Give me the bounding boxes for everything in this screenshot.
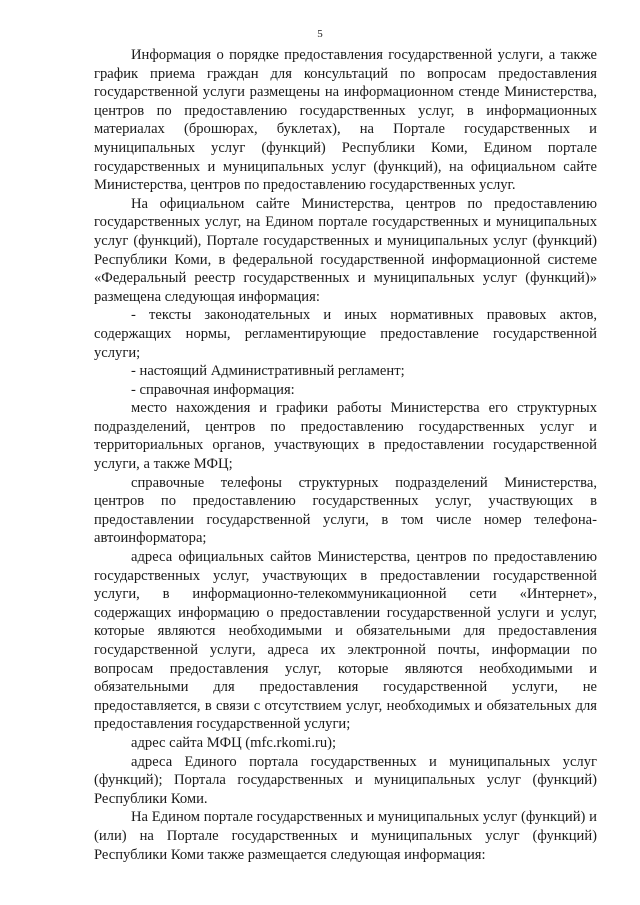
paragraph-mfc-site: адрес сайта МФЦ (mfc.rkomi.ru); — [131, 734, 337, 751]
paragraph-website-addresses: адреса официальных сайтов Министерства, центров по предоставлению государственных услуг, участвующих в предоставлении государственной услуги, в информационно-телекоммуникационной сети «Интернет», содержащих информацию о предоставлении государственной услуги и услуг, которые являются необходимыми и обязательными для предоставления государственной услуги, адреса их электронной почты, информации по вопросам предоставления услуг, которые являются необходимыми и обязательными для предоставления государственной услуги, не предоставляется, в связи с отсутствием услуг, необходимых и обязательных для предоставления государственной услуги; — [94, 549, 597, 733]
list-item-regulation: - настоящий Административный регламент; — [131, 363, 405, 380]
paragraph-locations: место нахождения и графики работы Министерства его структурных подразделений, центров по предоставлению государственных услуг и территориальных органов, участвующих в предоставлении государственной услуги, а также МФЦ; — [94, 400, 597, 473]
paragraph-info-placement: Информация о порядке предоставления государственной услуги, а также график приема граждан для консультаций по вопросам предоставления государственной услуги размещены на информационном стенде Министерства, центров по предоставлению государственных услуг, в информационных материалах (брошюрах, буклетах), на Портале государственных и муниципальных услуг (функций) Республики Коми, Едином портале государственных и муниципальных услуг (функций), на официальном сайте Министерства, центров по предоставлению государственных услуг. — [94, 47, 597, 194]
paragraph-official-site: На официальном сайте Министерства, центров по предоставлению государственных услуг, на Едином портале государственных и муниципальных услуг (функций), Портале государственных и муниципальных услуг (функций) Республики Коми, в федеральной государственной информационной системе «Федеральный реестр государственных и муниципальных услуг (функций)» размещена следующая информация: — [94, 195, 597, 305]
page-number: 5 — [317, 28, 323, 40]
list-item-legal-texts: - тексты законодательных и иных нормативных правовых актов, содержащих нормы, регламентирующие предоставление государственной услуги; — [94, 307, 597, 361]
paragraph-phones: справочные телефоны структурных подразделений Министерства, центров по предоставлению государственных услуг, участвующих в предоставлении государственной услуги, в том числе номер телефона-автоинформатора; — [94, 474, 597, 547]
document-body — [94, 46, 597, 864]
list-item-reference-info: - справочная информация: — [131, 381, 295, 398]
paragraph-portal-info: На Едином портале государственных и муниципальных услуг (функций) и (или) на Портале государственных и муниципальных услуг (функций) Республики Коми также размещается следующая информация: — [94, 809, 597, 863]
paragraph-portal-addresses: адреса Единого портала государственных и муниципальных услуг (функций); Портала государственных и муниципальных услуг (функций) Республики Коми. — [94, 753, 597, 807]
